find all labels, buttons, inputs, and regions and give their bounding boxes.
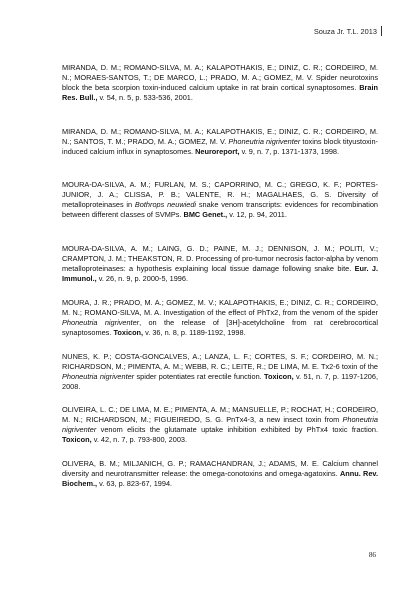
reference-text: MIRANDA, D. M.; ROMANO-SILVA, M. A.; KALAPOTHAKIS, E.; DINIZ, C. R.; CORDEIRO, M. N.; MORAES-SANTOS, T.; DE MARCO, L.; PRADO, M. A.; GOMEZ, M. V. Spider neurotoxins block the beta scorpion toxin-induced calcium uptake in rat brain cortical synaptosomes. xyxy=(62,63,378,93)
reference-text: v. 54, n. 5, p. 533-536, 2001. xyxy=(97,93,193,103)
journal-name: Toxicon, xyxy=(113,328,144,338)
reference-text: v. 9, n. 7, p. 1371-1373, 1998. xyxy=(239,147,340,157)
reference-text: MOURA-DA-SILVA, A. M.; LAING, G. D.; PAINE, M. J.; DENNISON, J. M.; POLITI, V.; CRAMPTON, J. M.; THEAKSTON, R. D. Processing of pro-tumor necrosis factor-alpha by venom metalloproteinases: a hypothesis explaining local tissue damage following snake bite. xyxy=(62,244,378,274)
journal-name: Brain Res. Bull., xyxy=(62,83,378,103)
reference-entry xyxy=(62,63,378,103)
journal-name: Eur. J. Immunol., xyxy=(62,264,378,284)
reference-text: spider potentiates rat erectile function. xyxy=(134,372,265,382)
running-header xyxy=(314,26,382,36)
reference-text: v. 42, n. 7, p. 793-800, 2003. xyxy=(91,435,188,445)
reference-text: NUNES, K. P.; COSTA-GONCALVES, A.; LANZA, L. F.; CORTES, S. F.; CORDEIRO, M. N.; RICHARDSON, M.; PIMENTA, A. M.; WEBB, R. C.; LEITE, R.; DE LIMA, M. E. Tx2-6 toxin of the xyxy=(62,352,378,372)
journal-name: Annu. Rev. Biochem., xyxy=(62,469,378,489)
reference-text: v. 63, p. 823-67, 1994. xyxy=(97,479,173,489)
reference-entry xyxy=(62,352,378,392)
reference-text: v. 36, n. 8, p. 1189-1192, 1998. xyxy=(143,328,246,338)
reference-entry xyxy=(62,459,378,489)
reference-text: toxins block tityustoxin-induced calcium influx in synaptosomes. xyxy=(62,137,378,157)
reference-text: OLIVERA, B. M.; MILJANICH, G. P.; RAMACHANDRAN, J.; ADAMS, M. E. Calcium channel diversity and neurotransmitter release: the omega-conotoxins and omega-agatoxins. xyxy=(62,459,378,479)
reference-text: MIRANDA, D. M.; ROMANO-SILVA, M. A.; KALAPOTHAKIS, E.; DINIZ, C. R.; CORDEIRO, M. N.; SANTOS, T. M.; PRADO, M. A.; GOMEZ, M. V. xyxy=(62,127,378,147)
page-number: 86 xyxy=(368,551,376,559)
species-name: Phoneutria nigriventer xyxy=(62,318,140,328)
reference-entry xyxy=(62,405,378,445)
reference-text: v. 51, n. 7, p. 1197-1206, 2008. xyxy=(62,372,378,392)
species-name: Phoneutria nigriventer xyxy=(62,415,378,435)
header-divider xyxy=(381,26,382,36)
reference-text: v. 12, p. 94, 2011. xyxy=(227,210,287,220)
species-name: Phoneutria nigriventer xyxy=(62,372,135,382)
journal-name: BMC Genet., xyxy=(183,210,228,220)
journal-name: Toxicon, xyxy=(264,372,294,382)
reference-entry xyxy=(62,298,378,338)
species-name: Bothrops neuwiedi xyxy=(134,200,197,210)
reference-text: v. 26, n. 9, p. 2000-5, 1996. xyxy=(96,274,189,284)
journal-name: Toxicon, xyxy=(62,435,92,445)
reference-entry xyxy=(62,180,378,220)
reference-text: MOURA, J. R.; PRADO, M. A.; GOMEZ, M. V.; KALAPOTHAKIS, E.; DINIZ, C. R.; CORDEIRO, M. N.; ROMANO-SILVA, M. A. Investigation of the effect of PhTx2, from the venom of the spider xyxy=(62,298,378,318)
reference-text: venom elicits the glutamate uptake inhibition exhibited by PhTx4 toxic fraction. xyxy=(96,425,378,435)
reference-entry xyxy=(62,127,378,157)
reference-entry xyxy=(62,244,378,284)
reference-text: , on the release of [3H]-acetylcholine from rat cerebrocortical synaptosomes. xyxy=(62,318,378,338)
reference-text: OLIVEIRA, L. C.; DE LIMA, M. E.; PIMENTA, A. M.; MANSUELLE, P.; ROCHAT, H.; CORDEIRO, M. N.; RICHARDSON, M.; FIGUEIREDO, S. G. PnTx4-3, a new insect toxin from xyxy=(62,405,378,425)
header-text: Souza Jr. T.L. 2013 xyxy=(313,26,377,36)
reference-text: snake venom transcripts: evidences for recombination between different classes of SVMPs. xyxy=(62,200,379,220)
reference-text: MOURA-DA-SILVA, A. M.; FURLAN, M. S.; CAPORRINO, M. C.; GREGO, K. F.; PORTES-JUNIOR, J. A.; CLISSA, P. B.; VALENTE, R. H.; MAGALHAES, G. S. Diversity of metalloproteinases in xyxy=(62,180,378,210)
species-name: Phoneutria nigriventer xyxy=(228,137,301,147)
journal-name: Neuroreport, xyxy=(195,147,240,157)
